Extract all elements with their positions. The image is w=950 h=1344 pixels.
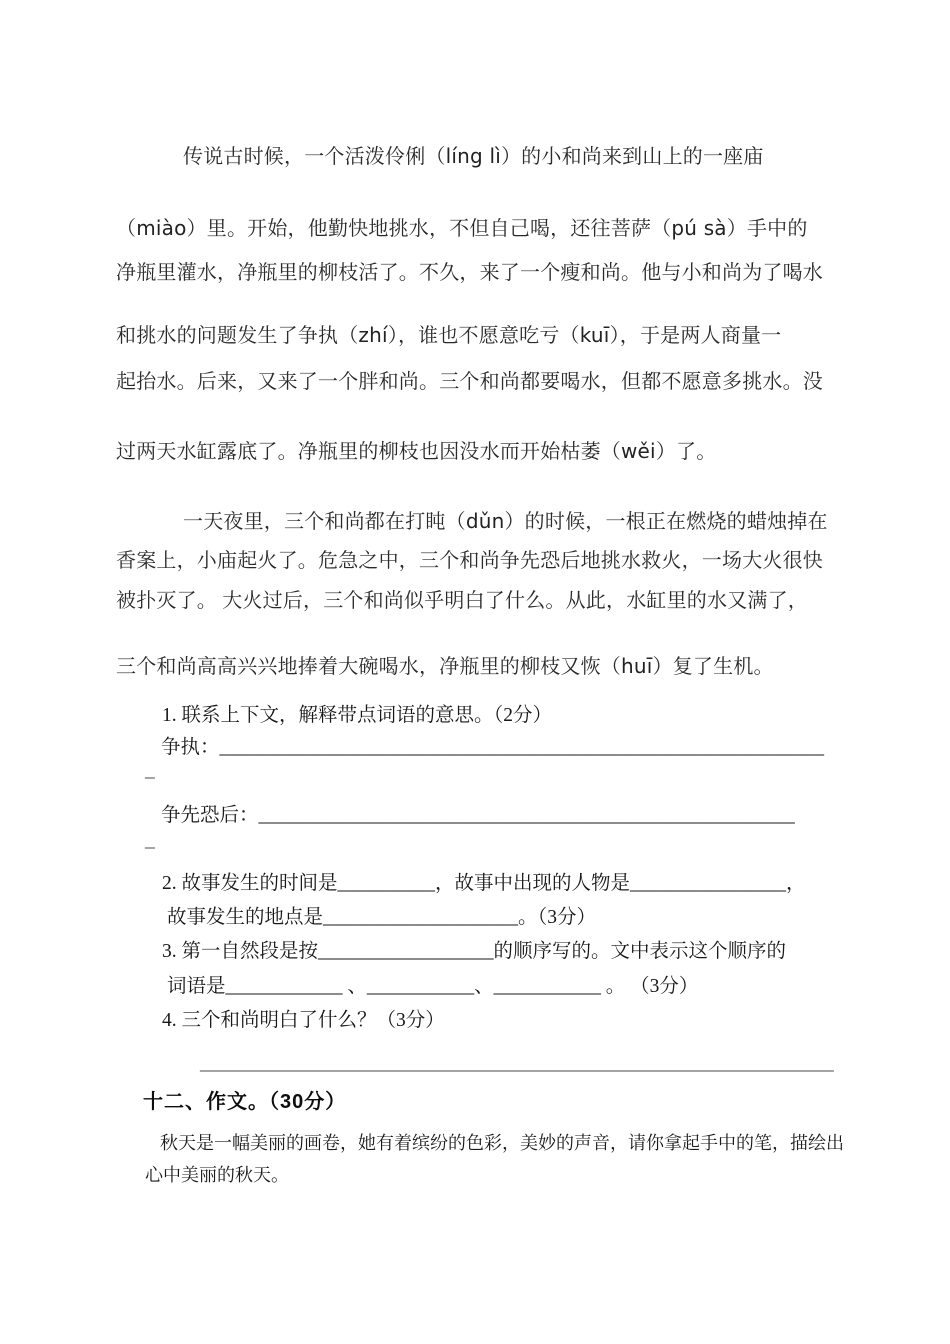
passage-p2-line4: 三个和尚高高兴兴地捧着大碗喝水，净瓶里的柳枝又恢（huī）复了生机。 xyxy=(116,654,774,678)
pinyin-annotation: wěi xyxy=(621,439,656,463)
passage-p2-line2: 香案上，小庙起火了。危急之中，三个和尚争先恐后地挑水救火，一场大火很快 xyxy=(116,550,823,572)
pinyin-annotation: miào xyxy=(136,216,187,240)
pinyin-annotation: pú sà xyxy=(671,216,727,240)
pinyin-annotation: líng lì xyxy=(445,144,501,168)
question-4: 4. 三个和尚明白了什么？（3分） xyxy=(162,1010,445,1031)
question-1-blank-zhengzhi: 争执：______________________________________________________________ xyxy=(161,737,825,758)
question-3-line1: 3. 第一自然段是按__________________的顺序写的。文中表示这个顺序的 xyxy=(162,941,787,962)
passage-p1-line3: 净瓶里灌水，净瓶里的柳枝活了。不久，来了一个瘦和尚。他与小和尚为了喝水 xyxy=(116,262,823,284)
pinyin-annotation: kuī xyxy=(579,323,610,347)
passage-p1-line2: （miào）里。开始，他勤快地挑水，不但自己喝，还往菩萨（pú sà）手中的 xyxy=(116,216,808,240)
question-1: 1. 联系上下文，解释带点词语的意思。（2分） xyxy=(162,705,553,726)
pinyin-annotation: huī xyxy=(621,654,653,678)
stray-underscore: _ xyxy=(145,760,155,781)
question-3-line2: 词语是____________ 、___________、___________ 。 （3分） xyxy=(167,976,699,997)
composition-prompt-line2: 心中美丽的秋天。 xyxy=(145,1165,289,1185)
passage-p1-line1: 传说古时候，一个活泼伶俐（líng lì）的小和尚来到山上的一座庙 xyxy=(183,144,764,168)
question-1-blank-zhengxiankonghou: 争先恐后：_______________________________________________________ xyxy=(161,805,795,826)
passage-p2-line1: 一天夜里，三个和尚都在打盹（dǔn）的时候，一根正在燃烧的蜡烛掉在 xyxy=(183,509,828,533)
stray-underscore: _ xyxy=(145,830,155,851)
composition-prompt-line1: 秋天是一幅美丽的画卷，她有着缤纷的色彩，美妙的声音，请你拿起手中的笔，描绘出 xyxy=(160,1133,844,1153)
passage-p1-line6: 过两天水缸露底了。净瓶里的柳枝也因没水而开始枯萎（wěi）了。 xyxy=(116,439,717,463)
pinyin-annotation: dǔn xyxy=(465,509,505,533)
question-2-line1: 2. 故事发生的时间是__________，故事中出现的人物是________________， xyxy=(162,873,806,894)
section-heading-composition: 十二、作文。（30分） xyxy=(143,1091,347,1113)
passage-p1-line4: 和挑水的问题发生了争执（zhí），谁也不愿意吃亏（kuī），于是两人商量一 xyxy=(116,323,782,347)
pinyin-annotation: zhí xyxy=(358,323,388,347)
question-2-line2: 故事发生的地点是____________________。（3分） xyxy=(167,907,597,928)
question-4-answer-line: _________________________________________________________________ xyxy=(200,1053,834,1074)
passage-p1-line5: 起抬水。后来，又来了一个胖和尚。三个和尚都要喝水，但都不愿意多挑水。没 xyxy=(116,371,823,393)
passage-p2-line3: 被扑灭了。 大火过后，三个和尚似乎明白了什么。从此，水缸里的水又满了， xyxy=(116,590,808,612)
